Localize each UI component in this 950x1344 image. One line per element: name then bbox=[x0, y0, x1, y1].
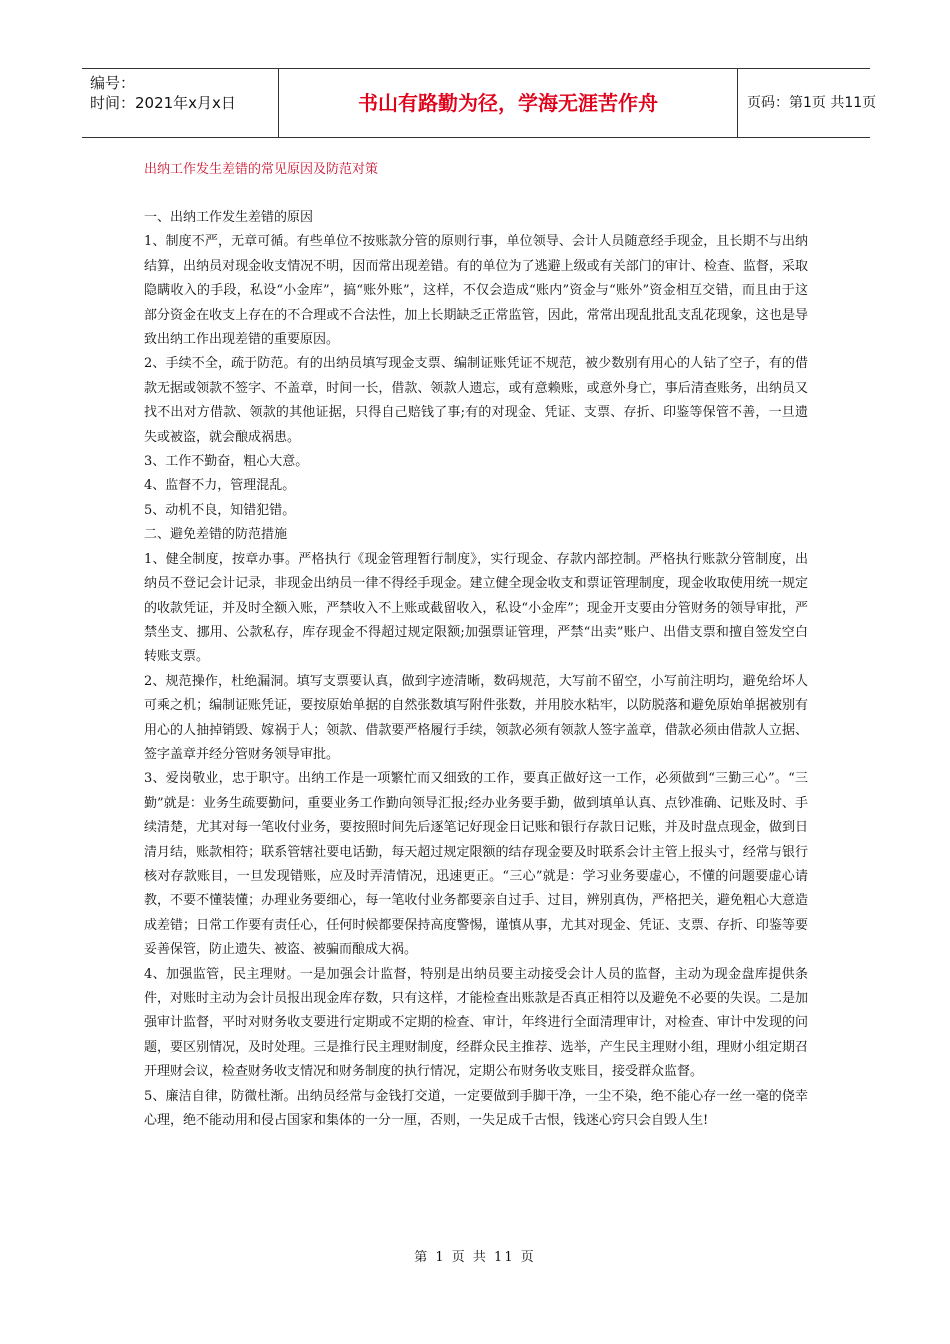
document-title: 出纳工作发生差错的常见原因及防范对策 bbox=[144, 162, 379, 177]
header-page-cell bbox=[737, 69, 877, 137]
paragraph: 5、动机不良，知错犯错。 bbox=[144, 502, 296, 518]
header-motto-cell bbox=[278, 69, 738, 137]
page-footer: 第 1 页 共 11 页 bbox=[414, 1250, 536, 1265]
paragraph: 1、制度不严，无章可循。有些单位不按账款分管的原则行事，单位领导、会计人员随意经手现金，且长期不与出纳结算，出纳员对现金收支情况不明，因而常出现差错。有的单位为了逃避上级或有关部门的审计、检查、监督，采取隐瞒收入的手段，私设“小金库”，搞“账外账”，这样，不仅会造成“账内”资金与“账外”资金相互交错，而且由于这部分资金在收支上存在的不合理或不合法性，加上长期缺乏正常监管，因此，常常出现乱批乱支乱花现象，这也是导致出纳工作出现差错的重要原因。 bbox=[144, 234, 808, 348]
paragraph: 3、工作不勤奋，粗心大意。 bbox=[144, 454, 309, 470]
section-heading: 一、出纳工作发生差错的原因 bbox=[144, 210, 314, 225]
paragraph: 4、监督不力，管理混乱。 bbox=[144, 478, 296, 494]
header-motto: 书山有路勤为径，学海无涯苦作舟 bbox=[358, 91, 658, 115]
paragraph: 4、加强监管，民主理财。一是加强会计监督，特别是出纳员要主动接受会计人员的监督，主动为现金盘库提供条件，对账时主动为会计员报出现金库存数，只有这样，才能检查出账款是否真正相符以及避免不必要的失误。二是加强审计监督，平时对财务收支要进行定期或不定期的检查、审计，年终进行全面清理审计，对检查、审计中发现的问题，要区别情况，及时处理。三是推行民主理财制度，经群众民主推荐、选举，产生民主理财小组，理财小组定期召开理财会议，检查财务收支情况和财务制度的执行情况，定期公布财务收支账目，接受群众监督。 bbox=[144, 966, 808, 1080]
section-heading: 二、避免差错的防范措施 bbox=[144, 527, 288, 543]
paragraph: 3、爱岗敬业，忠于职守。出纳工作是一项繁忙而又细致的工作，要真正做好这一工作，必须做到“三勤三心”。“三勤”就是：业务生疏要勤问，重要业务工作勤向领导汇报;经办业务要手勤，做到填单认真、点钞准确、记账及时、手续清楚，尤其对每一笔收付业务，要按照时间先后逐笔记好现金日记账和银行存款日记账，并及时盘点现金，做到日清月结，账款相符；联系管辖社要电话勤，每天超过规定限额的结存现金要及时联系会计主管上报头寸，经常与银行核对存款账目，一旦发现错账，应及时弄清情况，迅速更正。“三心”就是：学习业务要虚心，不懂的问题要虚心请教，不要不懂装懂；办理业务要细心，每一笔收付业务都要亲自过手、过目，辨别真伪，严格把关，避免粗心大意造成差错；日常工作要有责任心，任何时候都要保持高度警惕，谨慎从事，尤其对现金、凭证、支票、存折、印鉴等要妥善保管，防止遗失、被盗、被骗而酿成大祸。 bbox=[144, 771, 808, 958]
document-time-label: 时间：2021年x月x日 bbox=[90, 94, 236, 112]
header-meta-cell bbox=[82, 69, 278, 137]
paragraph: 5、廉洁自律，防微杜渐。出纳员经常与金钱打交道，一定要做到手脚干净，一尘不染，绝不能心存一丝一毫的侥幸心理，绝不能动用和侵占国家和集体的一分一厘，否则，一失足成千古恨，钱迷心窍只会自毁人生! bbox=[144, 1088, 808, 1129]
page-header bbox=[82, 68, 877, 138]
document-number-label: 编号： bbox=[90, 74, 136, 92]
header-page-info: 页码：第1页 共11页 bbox=[747, 95, 877, 111]
paragraph: 2、规范操作，杜绝漏洞。填写支票要认真，做到字迹清晰，数码规范，大写前不留空，小写前注明均，避免给坏人可乘之机；编制证账凭证，要按原始单据的自然张数填写附件张数，并用胶水粘牢，以防脱落和避免原始单据被别有用心的人抽掉销毁、嫁祸于人；领款、借款要严格履行手续，领款必须有领款人签字盖章，借款必须由借款人立据、签字盖章并经分管财务领导审批。 bbox=[144, 673, 808, 762]
paragraph: 2、手续不全，疏于防范。有的出纳员填写现金支票、编制证账凭证不规范，被少数别有用心的人钻了空子，有的借款无据或领款不签字、不盖章，时间一长，借款、领款人遗忘，或有意赖账，或意外身亡，事后清查账务，出纳员又找不出对方借款、领款的其他证据，只得自己赔钱了事;有的对现金、凭证、支票、存折、印鉴等保管不善，一旦遗失或被盗，就会酿成祸患。 bbox=[144, 356, 808, 445]
paragraph: 1、健全制度，按章办事。严格执行《现金管理暂行制度》，实行现金、存款内部控制。严格执行账款分管制度，出纳员不登记会计记录，非现金出纳员一律不得经手现金。建立健全现金收支和票证管理制度，现金收取使用统一规定的收款凭证，并及时全额入账，严禁收入不上账或截留收入，私设“小金库”；现金开支要由分管财务的领导审批，严禁坐支、挪用、公款私存，库存现金不得超过规定限额;加强票证管理，严禁“出卖”账户、出借支票和擅自签发空白转账支票。 bbox=[144, 551, 808, 665]
document-body bbox=[144, 206, 808, 1133]
